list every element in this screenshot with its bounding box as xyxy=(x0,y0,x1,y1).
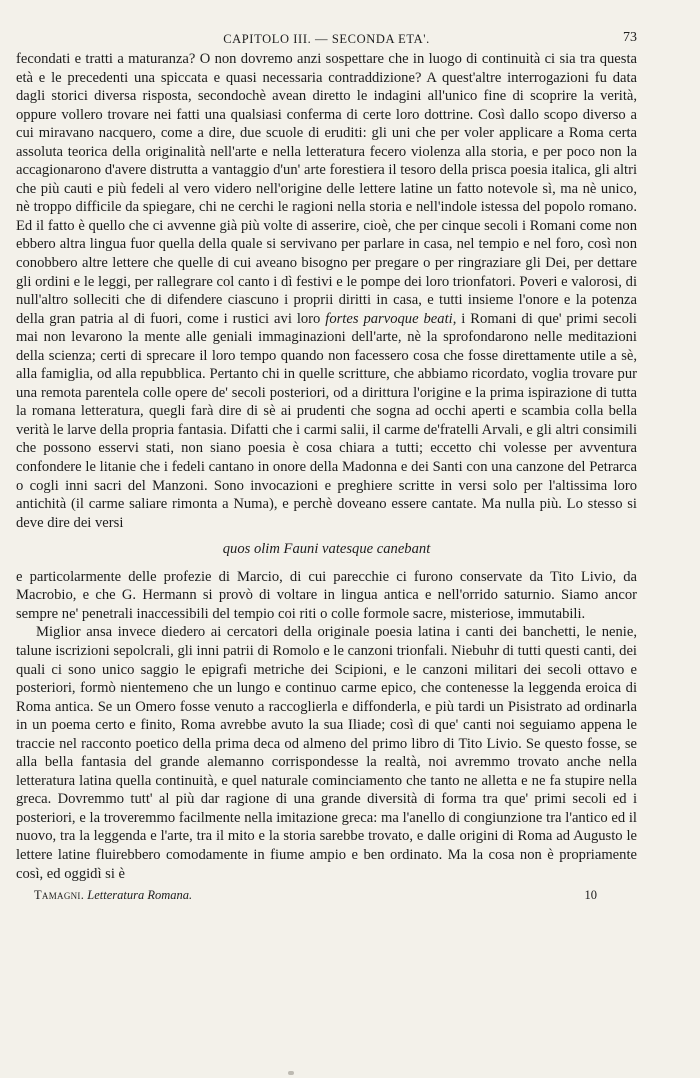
text-run: fecondati e tratti a maturanza? O non dovremo anzi sospettare che in luogo di continuità ci sia tra questa età e le precedenti una spiccata e quasi necessaria contraddizione? A quest'altre interrogazioni fu data dagli storici diversa risposta, secondochè avean diretto le indagini all'unico fine di scoprire la verità, oppure vollero trovare nei fatti una qualsiasi conferma di certe loro dottrine. Così dallo scopo diverso a cui miravano nacquero, come a dire, due scuole di eruditi: gli uni che per voler applicare a Roma certa assoluta teorica della originalità nell'arte e nella letteratura fecero violenza alla storia, e per poco non la accagionarono d'avere distrutta a vantaggio d'un' arte forestiera il tesoro della prisca poesia italica, gli altri che più cauti e più fedeli al vero videro nell'origine delle lettere latine un fatto notevole sì, ma nè unico, nè troppo difficile da spiegare, chi ne cerchi le ragioni nella storia e nell'indole istessa del popolo romano. Ed il fatto è quello che ci avvenne già più volte di asserire, cioè, che per cinque secoli i Romani come non ebbero altra lingua fuor quella della quale si servivano per parlare in casa, nel tempio e nel foro, così non conobbero altre lettere che quelle di cui aveano bisogno per pregare o per ringraziare gli Dei, per dettare gli ordini e le leggi, per rallegrare col canto i dì festivi e le pompe dei loro trionfatori. Poveri e valorosi, di null'altro solleciti che di difendere ciascuno i proprii diritti in casa, e tutti insieme l'onore e la potenza della gran patria al di fuori, come i rustici avi loro xyxy=(16,51,637,327)
text-run: e particolarmente delle profezie di Marcio, di cui parecchie ci furono conservate da Tito Livio, da Macrobio, e che G. Hermann si provò di voltare in lingua antica e nell'orrido saturnio. Siamo ancor sempre ne' penetrali inaccessibili del tempio coi riti o colle formole sacre, misteriose, immutabili. xyxy=(16,568,637,622)
book-page xyxy=(16,28,637,906)
paragraph xyxy=(16,568,637,624)
text-run: , i Romani di que' primi secoli mai non levarono la mente alle geniali immaginazioni dell'arte, nè la sprofondarono nelle meditazioni della scienza; certi di sprecare il loro tempo quando non facessero cosa che fosse direttamente utile a sè, alla famiglia, od alla repubblica. Pertanto chi in quelle scritture, che abbiamo ricordato, voglia trovare pur una remota parentela colle opere de' secoli posteriori, od a dirittura l'origine e la prima ispirazione di tutta la romana letteratura, quegli farà dire di sè ai prudenti che sogna ad occhi aperti e scambia colla bella verità le larve della propria fantasia. Difatti che i carmi salii, il carme de'fratelli Arvali, e gli altri consimili che possono esservi stati, non siano poesia è cosa chiara a tutti; eccetto chi volesse per avventura confondere le litanie che i fedeli cantano in onore della Madonna e dei Santi con una canzone del Petrarca o cogli inni sacri del Manzoni. Sono invocazioni e preghiere scritte in versi solo per l'altissima loro antichità (il carme saliare rimonta a Numa), e perchè doveano essere cantate. Ma nulla più. Lo stesso si deve dire dei versi xyxy=(16,310,637,531)
paragraphs-before-quote xyxy=(16,50,637,532)
running-header xyxy=(16,28,637,50)
signature-line xyxy=(34,888,192,903)
block-quote: quos olim Fauni vatesque canebant xyxy=(222,541,431,558)
paragraphs-after-quote xyxy=(16,568,637,883)
footer-author: Tamagni. xyxy=(34,888,85,903)
paper-speck xyxy=(288,1071,294,1075)
running-title: CAPITOLO III. — SECONDA ETA'. xyxy=(223,32,430,46)
signature-number: 10 xyxy=(584,888,597,903)
page-footer xyxy=(16,886,637,906)
paragraph xyxy=(16,50,637,532)
body-text xyxy=(16,50,637,883)
text-run: Miglior ansa invece diedero ai cercatori della originale poesia latina i canti dei banchetti, le nenie, talune iscrizioni sepolcrali, gli inni patrii di Romolo e le canzoni trionfali. Niebuhr di tutti questi canti, dei quali ci sono unico saggio le epigrafi metriche dei Scipioni, e le canzoni militari dei secoli ottavo e posteriori, formò nientemeno che un lungo e continuo carme epico, che contenesse la leggenda eroica di Roma antica. Se un Omero fosse venuto a raccoglierla e diffonderla, e più tardi un Pisistrato ad ordinarla in un poema certo e finito, Roma avrebbe avuto la sua Iliade; così di que' canti noi seguiamo appena le traccie nel racconto poetico della prima deca od almeno del primo libro di Tito Livio. Se questo fosse, se alla bella fantasia del grande alemanno corrispondesse la realtà, noi avremmo trovato anche nella letteratura latina quella continuità, e quel naturale cominciamento che tanto ne alletta e ne fa stupire nella greca. Dovremmo tutt' al più dar ragione di una grande diversità di forma tra que' primi secoli ed i posteriori, e la troveremmo facilmente nella imitazione greca: ma l'anello di congiunzione tra l'antico ed il nuovo, tra la leggenda e l'arte, tra il mito e la storia sarebbe trovato, e dalle origini di Roma ad Augusto le lettere latine fluirebbero comodamente in fiume ampio e ben ordinato. Ma la cosa non è propriamente così, ed oggidì si è xyxy=(16,624,637,882)
footer-work-title: Letteratura Romana. xyxy=(87,888,193,903)
page-number: 73 xyxy=(623,30,637,45)
paragraph xyxy=(16,623,637,883)
italic-phrase: fortes parvoque beati xyxy=(325,310,453,327)
